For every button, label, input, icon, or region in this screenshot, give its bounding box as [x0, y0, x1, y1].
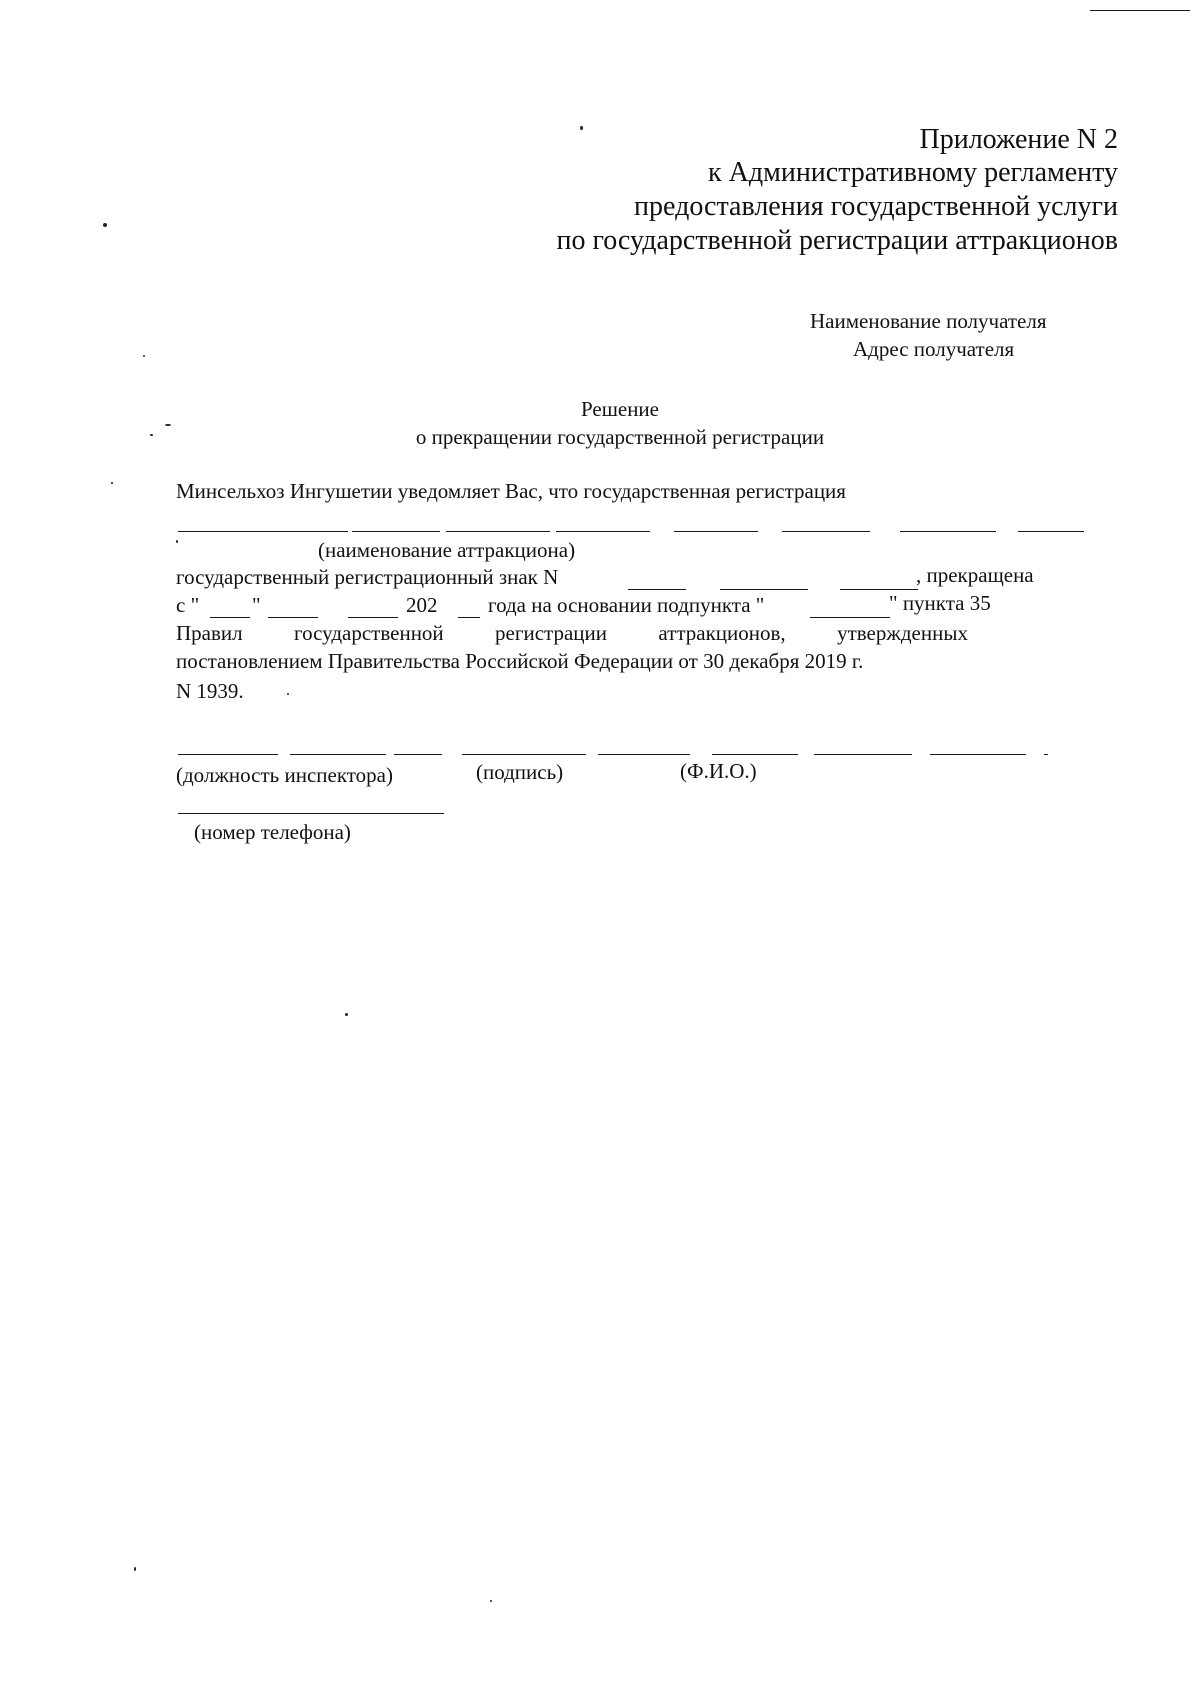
attraction-name-caption: (наименование аттракциона): [318, 538, 576, 562]
document-subtitle: о прекращении государственной регистрации: [415, 425, 825, 449]
scan-speck: [580, 126, 583, 130]
rules-word: государственной: [294, 621, 444, 645]
scan-speck: [345, 1013, 348, 1016]
reg-sign-label: государственный регистрационный знак N: [176, 565, 559, 589]
date-prefix: с ": [176, 593, 200, 617]
signature-caption: (подпись): [476, 760, 564, 784]
decree-line: постановлением Правительства Российской Федерации от 30 декабря 2019 г.: [176, 649, 864, 673]
scan-edge-line: [1090, 10, 1190, 11]
rules-line: [176, 621, 968, 646]
date-quote-close: ": [252, 593, 261, 617]
scan-speck: [287, 693, 289, 695]
basis-tail: " пункта 35: [889, 591, 991, 615]
scan-speck: [134, 1567, 136, 1571]
basis-text: года на основании подпункта ": [488, 593, 765, 617]
rules-word: аттракционов,: [658, 621, 786, 645]
year-prefix: 202: [406, 593, 438, 617]
intro-text: Минсельхоз Ингушетии уведомляет Вас, что государственная регистрация: [176, 479, 846, 503]
decree-number: N 1939.: [176, 679, 244, 703]
scan-speck: [490, 1600, 492, 1602]
scan-speck: [143, 355, 145, 357]
inspector-position-caption: (должность инспектора): [176, 763, 393, 787]
document-title: Решение: [580, 397, 659, 421]
recipient-address: Адрес получателя: [853, 337, 1015, 361]
scan-speck: [176, 540, 178, 543]
reg-sign-tail: , прекращена: [916, 563, 1034, 587]
rules-word: Правил: [176, 621, 243, 645]
appendix-number: Приложение N 2: [919, 124, 1118, 155]
recipient-name: Наименование получателя: [810, 309, 1047, 333]
appendix-ref-service: предоставления государственной услуги: [634, 191, 1118, 222]
rules-word: утвержденных: [837, 621, 968, 645]
phone-caption: (номер телефона): [194, 820, 351, 844]
appendix-ref-subject: по государственной регистрации аттракционов: [556, 225, 1118, 256]
fio-caption: (Ф.И.О.): [680, 759, 757, 783]
scan-speck: [111, 482, 113, 484]
appendix-ref-regulation: к Административному регламенту: [708, 157, 1118, 188]
rules-word: регистрации: [495, 621, 608, 645]
scan-speck: [103, 223, 107, 227]
